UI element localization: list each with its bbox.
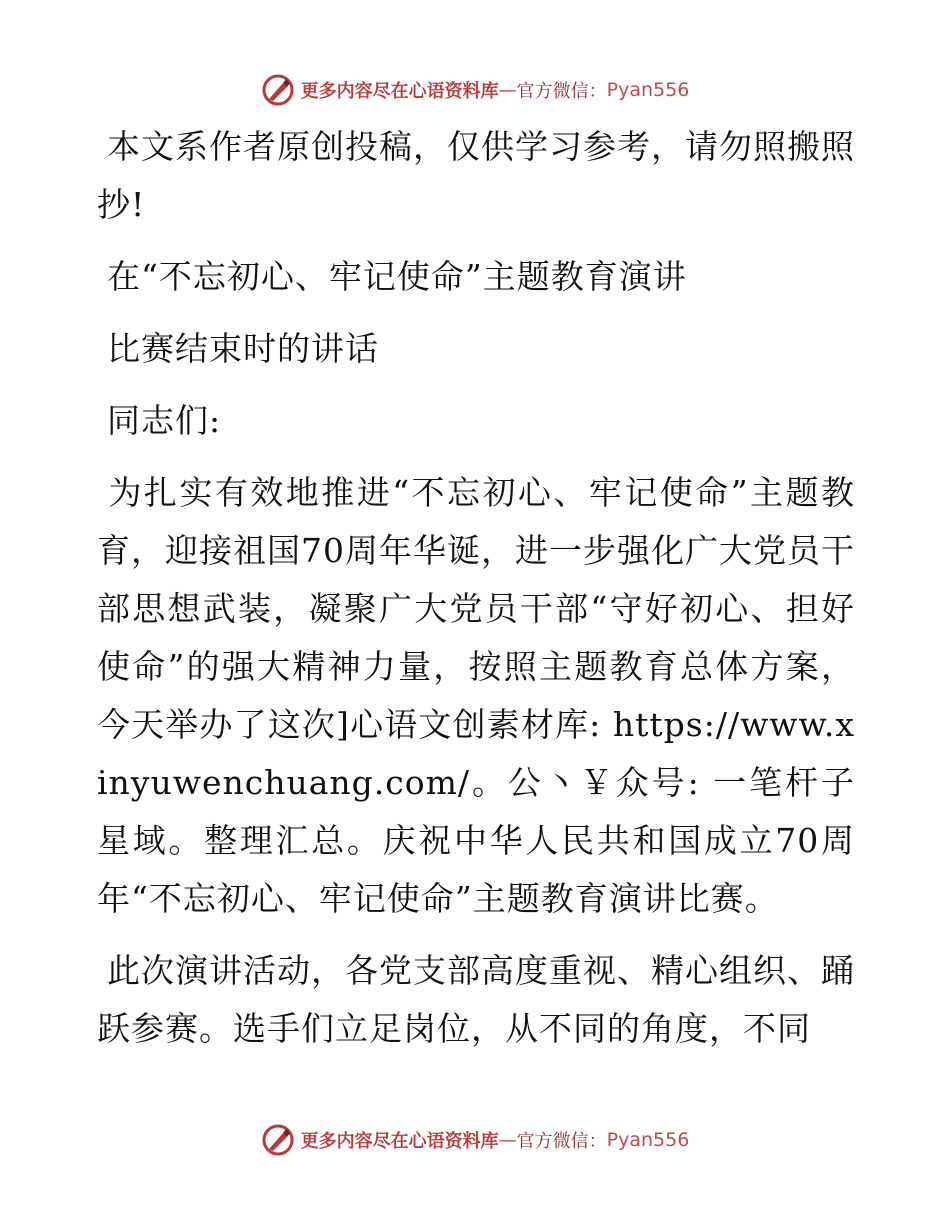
salutation: 同志们: [107, 401, 222, 440]
footer-banner-text: 更多内容尽在心语资料库 [300, 1131, 499, 1152]
header-wechat-id: Pyan556 [606, 79, 690, 101]
speech-title-line-1: 在“不忘初心、牢记使命”主题教育演讲 [107, 257, 687, 296]
copyright-notice: 本文系作者原创投稿，仅供学习参考，请勿照搬照抄! [97, 127, 855, 224]
header-banner [0, 68, 950, 112]
footer-wechat-label: 官方微信： [516, 1131, 607, 1152]
header-wechat-label: 官方微信： [516, 81, 607, 102]
pen-logo-icon [261, 1123, 295, 1157]
speech-title-line-2: 比赛结束时的讲话 [107, 329, 379, 368]
header-banner-separator: — [498, 79, 517, 101]
footer-banner-separator: — [498, 1129, 517, 1151]
footer-banner [0, 1118, 950, 1162]
body-paragraph-1: 为扎实有效地推进“不忘初心、牢记使命”主题教育，迎接祖国70周年华诞，进一步强化广大党员干部思想武装，凝聚广大党员干部“守好初心、担好使命”的强大精神力量，按照主题教育总体方案，今天举办了这次]心语文创素材库: https://www.xinyuwenchuang.com/。公丶￥众号: 一笔杆子星域。整理汇总。庆祝中华人民共和国成立70周年“不忘初心、牢记使命”主题教育演讲比赛。 [97, 473, 855, 918]
header-banner-text: 更多内容尽在心语资料库 [300, 81, 499, 102]
document-body [97, 118, 855, 1072]
pen-logo-icon [261, 73, 295, 107]
footer-wechat-id: Pyan556 [606, 1129, 690, 1151]
body-paragraph-2: 此次演讲活动，各党支部高度重视、精心组织、踊跃参赛。选手们立足岗位，从不同的角度，不同 [97, 951, 855, 1048]
